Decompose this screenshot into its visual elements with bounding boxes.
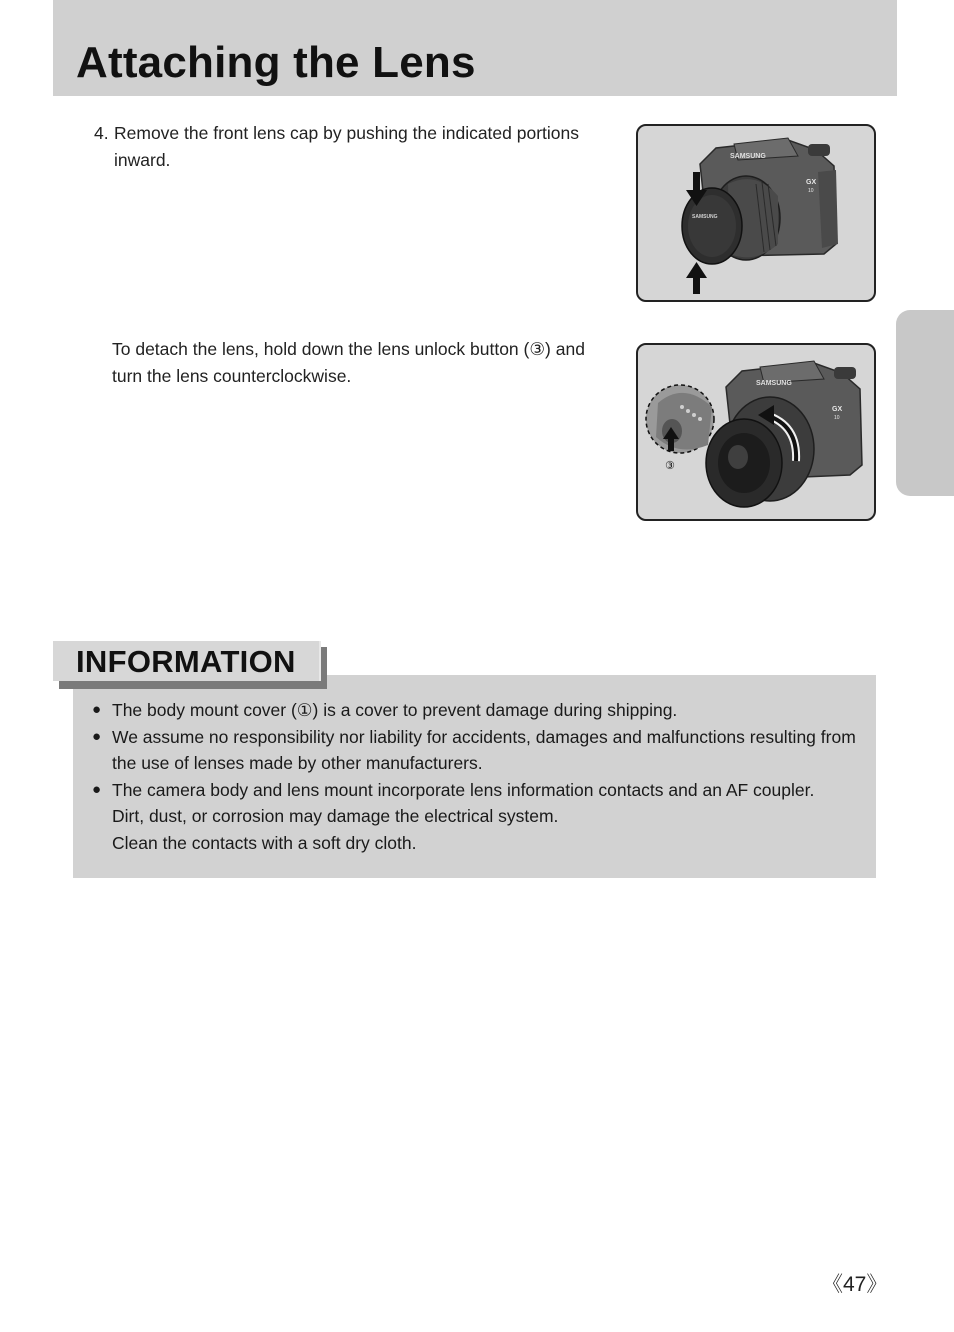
information-item	[92, 724, 862, 777]
information-item	[92, 697, 862, 724]
camera-lens-cap-drawing	[638, 126, 874, 300]
cap-label: SAMSUNG	[692, 214, 718, 220]
information-item-1-line-1: The body mount cover (①) is a cover to prevent damage during shipping.	[112, 700, 678, 720]
lens-detach-illustration	[636, 343, 876, 521]
information-header	[53, 641, 321, 681]
model-label-2: GX	[832, 406, 843, 413]
information-item-2-line-2: the use of lenses made by other manufacturers.	[112, 753, 483, 773]
page-number: 《47》	[822, 1273, 888, 1296]
push-up-arrow-icon	[686, 262, 707, 294]
step-4-line-1: Remove the front lens cap by pushing the indicated portions	[114, 123, 580, 143]
detach-line-1: To detach the lens, hold down the lens unlock button (③) and	[112, 339, 585, 359]
chapter-side-tab	[896, 310, 954, 496]
callout-3-label: ③	[665, 459, 675, 472]
model-sub-label-2: 10	[834, 415, 840, 421]
information-item-3-line-2: Dirt, dust, or corrosion may damage the electrical system.	[112, 806, 559, 826]
detach-line-2: turn the lens counterclockwise.	[112, 365, 352, 386]
step-4-text	[94, 120, 604, 173]
camera-lens-detach-drawing	[638, 345, 874, 519]
detach-lens-text	[112, 336, 612, 389]
brand-label-2: SAMSUNG	[756, 380, 792, 387]
information-item-3-line-1: The camera body and lens mount incorporate lens information contacts and an AF coupler.	[112, 779, 815, 800]
information-item	[92, 777, 862, 857]
title-bar	[53, 0, 897, 96]
brand-label: SAMSUNG	[730, 153, 766, 160]
page-title: Attaching the Lens	[76, 38, 476, 87]
bullet-icon: ●	[92, 701, 102, 718]
information-list	[92, 697, 862, 856]
information-item-3-line-3: Clean the contacts with a soft dry cloth.	[112, 832, 417, 853]
lens-cap-illustration	[636, 124, 876, 302]
information-item-2-line-1: We assume no responsibility nor liability for accidents, damages and malfunctions resulting from	[112, 726, 856, 747]
model-label: GX	[806, 179, 817, 186]
information-heading: INFORMATION	[76, 644, 296, 679]
bullet-icon: ●	[92, 727, 102, 745]
model-sub-label: 10	[808, 188, 814, 194]
step-4-line-2: inward.	[114, 149, 171, 170]
bullet-icon: ●	[92, 780, 102, 798]
step-number: 4.	[94, 123, 109, 143]
